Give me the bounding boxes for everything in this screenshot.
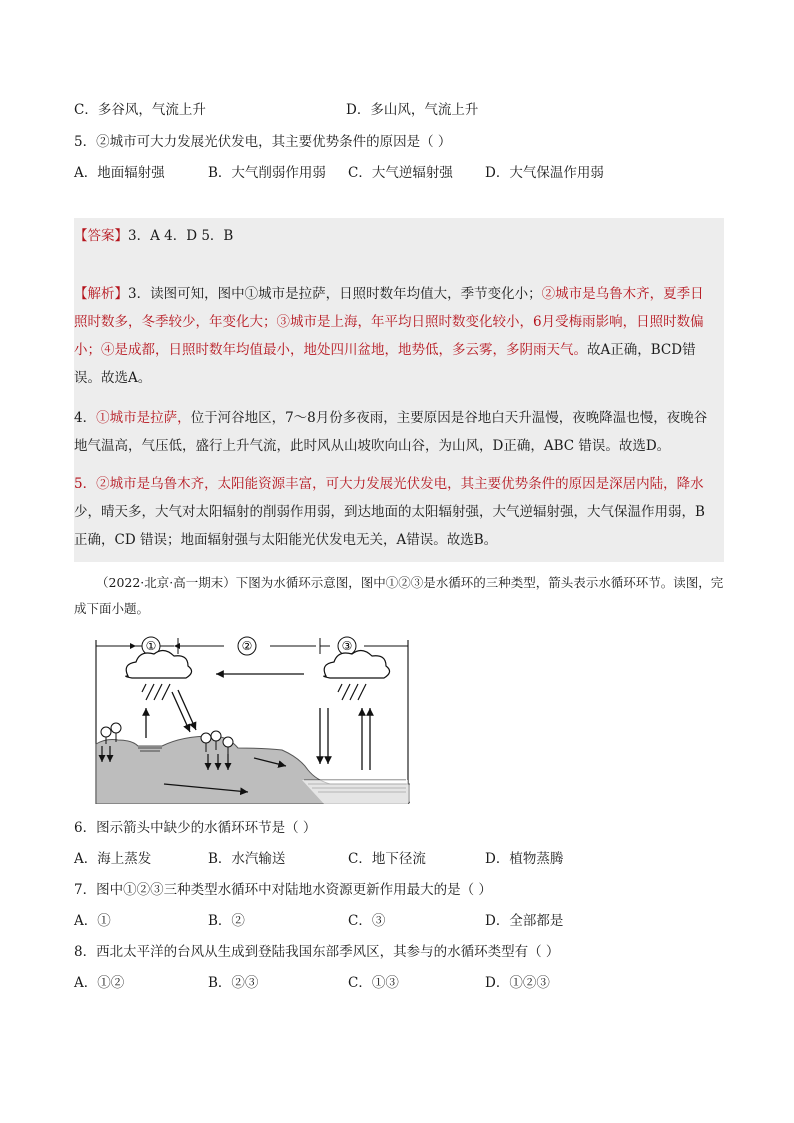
q8-options (74, 973, 724, 993)
water-cycle-diagram (94, 634, 410, 804)
analysis-line-3: 小；④是成都，日照时数年均值最小，地处四川盆地，地势低，多云雾，多阴雨天气。故A正确，BCD错 (74, 342, 696, 358)
q5-options (74, 163, 724, 183)
option-d: D．多山风，气流上升 (346, 102, 479, 118)
q7-options (74, 911, 724, 931)
option-c: C．大气逆辐射强 (348, 165, 453, 181)
option-c: C．③ (348, 913, 386, 929)
analysis-line-5: 4．①城市是拉萨，位于河谷地区，7～8月份多夜雨，主要原因是谷地白天升温慢，夜晚降温也慢，夜晚谷 (74, 410, 708, 426)
option-b: B．② (208, 913, 245, 929)
option-a: A．①② (74, 975, 125, 991)
option-a: A．海上蒸发 (74, 851, 152, 867)
analysis-line-4: 误。故选A。 (74, 370, 152, 386)
option-d: D．①②③ (485, 975, 550, 991)
analysis-line-2: 照时数多，冬季较少，年变化大；③城市是上海，年平均日照时数变化较小，6月受梅雨影响，日照时数偏 (74, 314, 704, 330)
analysis-line-1: 【解析】3．读图可知，图中①城市是拉萨，日照时数年均值大，季节变化小；②城市是乌鲁木齐，夏季日 (74, 286, 704, 302)
question-7-stem: 7．图中①②③三种类型水循环中对陆地水资源更新作用最大的是（ ） (74, 882, 492, 898)
option-a: A．① (74, 913, 111, 929)
label-3: ③ (341, 639, 353, 653)
question-5-stem: 5．②城市可大力发展光伏发电，其主要优势条件的原因是（ ） (74, 134, 452, 150)
analysis-line-8: 少，晴天多，大气对太阳辐射的削弱作用弱，到达地面的太阳辐射强，大气逆辐射强，大气保温作用弱，B (74, 504, 705, 520)
option-d: D．全部都是 (485, 913, 564, 929)
option-c: C．①③ (348, 975, 399, 991)
option-b: B．②③ (208, 975, 259, 991)
option-a: A．地面辐射强 (74, 165, 165, 181)
cloud-icon (126, 650, 192, 700)
analysis-line-9: 正确，CD 错误；地面辐射强与太阳能光伏发电无关，A错误。故选B。 (74, 532, 498, 548)
option-d: D．植物蒸腾 (485, 851, 564, 867)
q4-options (74, 100, 724, 120)
cloud-icon (324, 650, 390, 700)
label-2: ② (241, 639, 253, 653)
label-1: ① (145, 639, 157, 653)
question-6-stem: 6．图示箭头中缺少的水循环环节是（ ） (74, 820, 317, 836)
option-b: B．大气削弱作用弱 (208, 165, 326, 181)
analysis-label: 【解析】 (74, 286, 128, 302)
answer-line (74, 222, 722, 250)
option-c: C．地下径流 (348, 851, 426, 867)
question-group-intro: （2022·北京·高一期末）下图为水循环示意图，图中①②③是水循环的三种类型，箭头表示水循环环节。读图，完成下面小题。 (74, 575, 724, 616)
analysis-line-6: 地气温高，气压低，盛行上升气流，此时风从山坡吹向山谷，为山风，D正确，ABC 错误。故选D。 (74, 438, 671, 454)
option-d: D．大气保温作用弱 (485, 165, 604, 181)
question-8-stem: 8．西北太平洋的台风从生成到登陆我国东部季风区，其参与的水循环类型有（ ） (74, 944, 560, 960)
answer-analysis-box (74, 218, 724, 562)
option-c: C．多谷风，气流上升 (74, 102, 206, 118)
option-b: B．水汽输送 (208, 851, 286, 867)
answer-text: 3．A 4．D 5．B (128, 228, 234, 244)
answer-label: 【答案】 (74, 228, 128, 244)
analysis-line-7: 5．②城市是乌鲁木齐，太阳能资源丰富，可大力发展光伏发电，其主要优势条件的原因是深居内陆，降水 (74, 476, 704, 492)
q6-options (74, 849, 724, 869)
